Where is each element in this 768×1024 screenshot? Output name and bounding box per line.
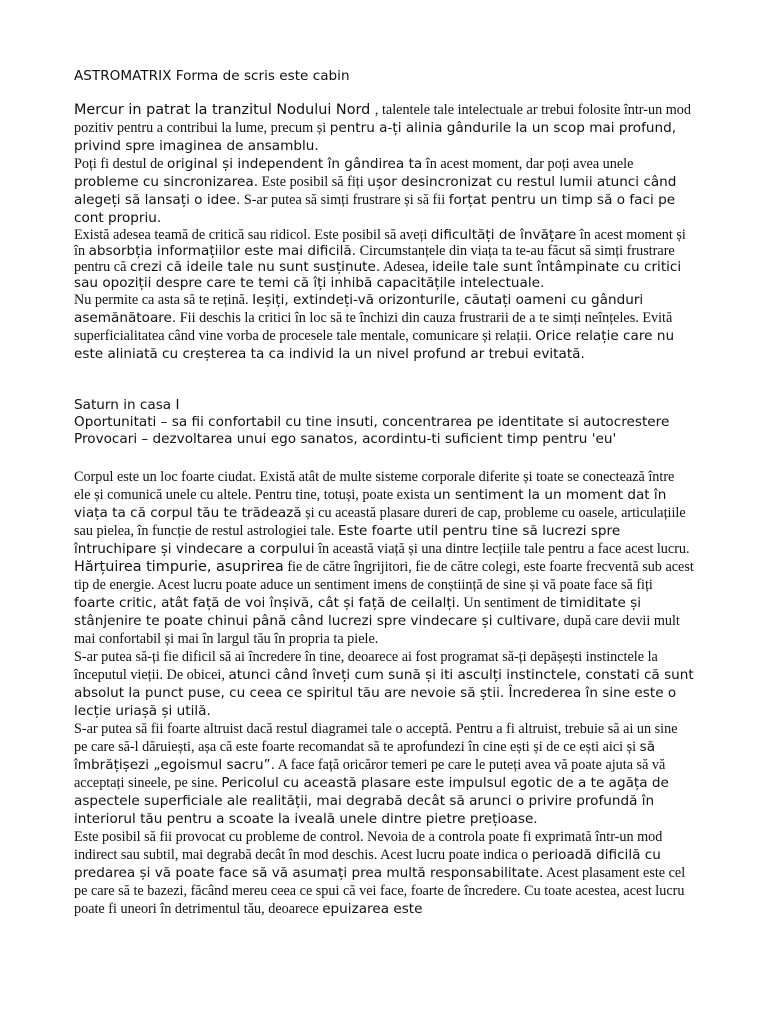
text-run: un sentiment la un moment dat în viața ta că corpul tău te trădează xyxy=(74,487,667,521)
document-body xyxy=(74,68,694,918)
text-run: după care devii mult mai confortabil și mai în largul tău în propria ta piele. xyxy=(74,613,680,647)
text-run: Fii deschis la critici în loc să te închizi din cauza frustrarii de a te simți neînțeles. Evită superficialitatea când vine vorba de procesele tale mentale, comunicare și relații. xyxy=(74,310,673,344)
text-run: , talentele tale intelectuale ar trebui folosite într-un mod pozitiv pentru a contribui la lume, precum și xyxy=(74,102,691,136)
text-run: crezi că ideile tale nu sunt susținute. xyxy=(129,259,381,275)
paragraph xyxy=(74,291,694,363)
text-run: dificultăți de învățare xyxy=(430,227,577,243)
text-run: Poți fi destul de xyxy=(74,156,168,172)
text-run: în această viață și una dintre lecțiile tale pentru a face acest lucru. xyxy=(314,541,690,557)
text-run: forțat pentru un timp să o faci pe cont propriu. xyxy=(74,192,676,226)
paragraph xyxy=(74,558,694,648)
text-run: atunci când înveți cum sună și iti asculți instinctele, constati că sunt absolut la punct puse, cu ceea ce spiritul tău are nevoie să știi. Încrederea în sine este o lecție uriașă și utilă. xyxy=(74,667,694,719)
text-run: Hărțuirea timpurie, asuprirea xyxy=(74,559,284,575)
text-run: Mercur in patrat la tranzitul Nodului Nord xyxy=(74,102,375,118)
text-run: să îmbrățișezi „egoismul sacru”. xyxy=(74,739,656,773)
text-run: în acest moment, dar poți avea unele xyxy=(422,156,634,172)
document-title: ASTROMATRIX Forma de scris este cabin xyxy=(74,68,350,84)
text-run: Ieșiți, extindeți-vă orizonturile, căutați oameni cu gânduri asemănătoare. xyxy=(74,292,644,326)
text-run: epuizarea este xyxy=(322,901,423,917)
text-run: probleme cu sincronizarea. xyxy=(74,174,259,190)
text-run: foarte critic, atât față de voi înșivă, cât și față de ceilalți. xyxy=(74,595,460,611)
paragraph xyxy=(74,101,694,155)
paragraph xyxy=(74,828,694,918)
text-run: Circumstanțele din viața ta te-au făcut să simți frustrare pentru că xyxy=(74,243,675,275)
text-run: S-ar putea să fii foarte altruist dacă restul diagramei tale o acceptă. Pentru a fi altruist, trebuie să ai un sine pe care să-l dăruiești, așa că este foarte recomandat să te aprofundezi în cine ești și de ce ești aici și xyxy=(74,721,678,755)
text-run: Este posibil să fii provocat cu probleme de control. Nevoia de a controla poate fi exprimată într-un mod indirect sau subtil, mai degrabă decât în mod deschis. Acest lucru poate indica o xyxy=(74,829,663,863)
text-run: în acest moment și în xyxy=(74,227,686,259)
text-run: absorbția informațiilor este mai dificilă. xyxy=(88,243,357,259)
text-run: perioadă dificilă cu predarea și vă poate face să vă asumați prea multă responsabilitate. xyxy=(74,847,661,881)
paragraph xyxy=(74,227,694,291)
text-run: fie de către îngrijitori, fie de către colegi, este foarte frecventă sub acest tip de energie. Acest lucru poate aduce un sentiment imens de conștiință de sine și vă poate face să fiți xyxy=(74,559,694,593)
text-run: Corpul este un loc foarte ciudat. Există atât de multe sisteme corporale diferite și toate se conectează între ele și comunică unele cu altele. Pentru tine, totuși, poate exista xyxy=(74,469,675,503)
text-run: ușor desincronizat cu restul lumii atunci când alegeți să lansați o idee. xyxy=(74,174,677,208)
text-run: Este foarte util pentru tine să lucrezi spre întruchipare și vindecare a corpului xyxy=(74,523,621,557)
text-run: Orice relație care nu este aliniată cu creșterea ta ca individ la un nivel profund ar trebui evitată. xyxy=(74,328,675,362)
paragraph xyxy=(74,648,694,720)
text-run: pentru a-ți alinia gândurile la un scop mai profund, privind spre imaginea de ansamblu. xyxy=(74,120,677,154)
text-run: Un sentiment de xyxy=(459,595,560,611)
text-run: și cu această plasare dureri de cap, probleme cu oasele, articulațiile sau pielea, în funcție de restul astrologiei tale. xyxy=(74,505,686,539)
text-run: S-ar putea să simți frustrare și să fii xyxy=(240,192,449,208)
text-run: Există adesea teamă de critică sau ridicol. Este posibil să aveți xyxy=(74,227,431,243)
text-run: Este posibil să fiți xyxy=(258,174,368,190)
challenges-line: Provocari – dezvoltarea unui ego sanatos, acordintu-ti suficient timp pentru 'eu' xyxy=(74,431,617,447)
text-run: timiditate și stânjenire te poate chinui până când lucrezi spre vindecare și cultivare, xyxy=(74,595,642,629)
section-heading: Saturn in casa I xyxy=(74,397,180,413)
text-run: ideile tale sunt întâmpinate cu critici sau opoziții despre care te temi că îți inhibă capacitățile intelectuale. xyxy=(74,259,682,291)
text-run: S-ar putea să-ți fie dificil să ai încredere în tine, deoarece ai fost programat să-ți depășești instinctele la începutul vieții. De obicei, xyxy=(74,649,658,683)
paragraph xyxy=(74,720,694,828)
paragraph xyxy=(74,155,694,227)
text-run: A face față oricăror temeri pe care le puteți avea vă poate ajuta să vă acceptați sineele, pe sine. xyxy=(74,757,666,791)
text-run: Adesea, xyxy=(380,259,432,275)
opportunities-line: Oportunitati – sa fii confortabil cu tine insuti, concentrarea pe identitate si autocrestere xyxy=(74,414,670,430)
text-run: original și independent în gândirea ta xyxy=(167,156,423,172)
text-run: Nu permite ca asta să te rețină. xyxy=(74,292,253,308)
text-run: Acest plasament este cel pe care să te bazezi, făcând mereu ceea ce spui că vei face, foarte de încredere. Cu toate acestea, acest lucru poate fi uneori în detrimentul tău, deoarece xyxy=(74,865,686,917)
text-run: Pericolul cu această plasare este impulsul egotic de a te agăța de aspectele superficiale ale realității, mai degrabă decât să arunci o privire profundă în interiorul tău pentru a scoate la iveală unele dintre pietre prețioase. xyxy=(74,775,669,827)
paragraph xyxy=(74,468,694,558)
